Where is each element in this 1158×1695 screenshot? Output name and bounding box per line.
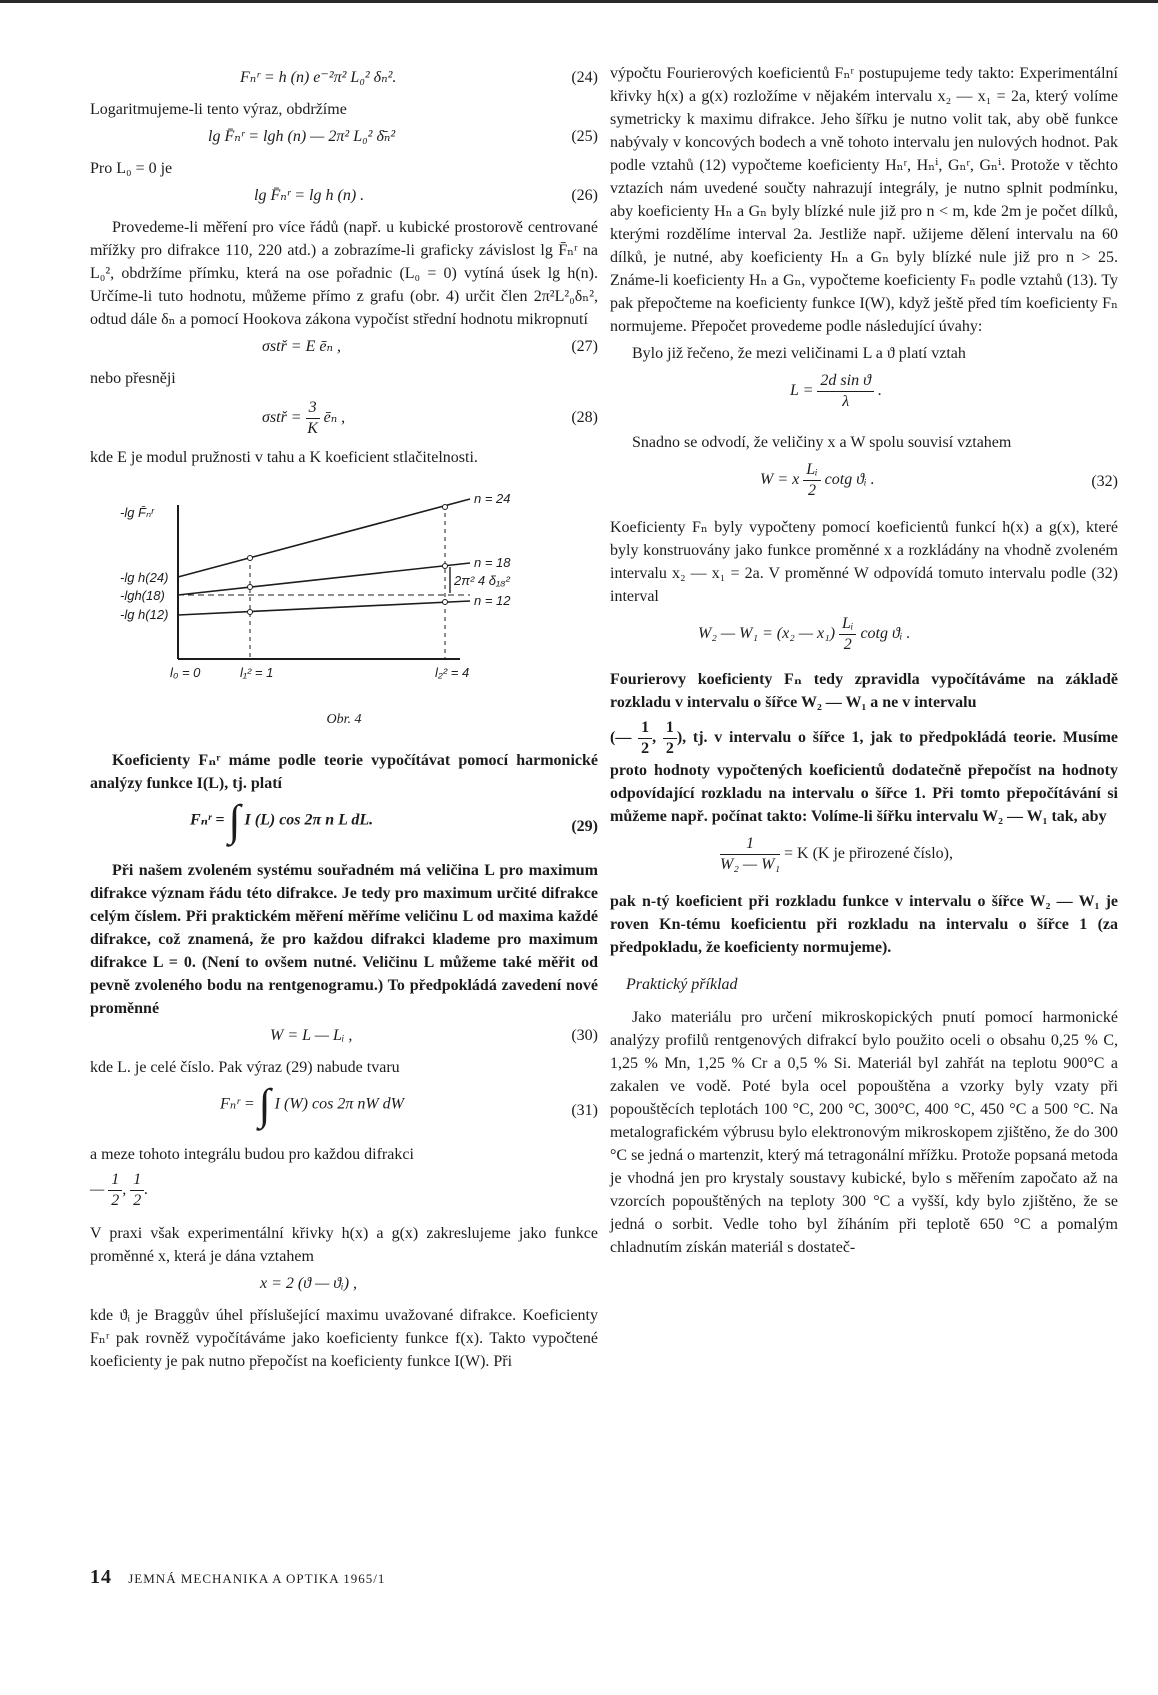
fraction bbox=[663, 718, 677, 759]
paragraph: Provedeme-li měření pro více řádů (např. u kubické prostorově centrované mřížky pro difrakce 110, 220 atd.) a zobrazíme-li graficky závislost lg F̄ₙʳ na L₀², obdržíme přímku, která na ose pořadnic (L₀ = 0) vytíná úsek lg h(n). Určíme-li tuto hodnotu, můžeme přímo z grafu (obr. 4) určit člen 2π²L²₀δₙ², odtud dále δₙ a pomocí Hookova zákona vypočíst střední hodnotu mikropnutí bbox=[90, 219, 598, 328]
line-n18 bbox=[178, 563, 470, 595]
paragraph: nebo přesněji bbox=[90, 370, 176, 387]
fraction bbox=[720, 834, 780, 875]
paragraph: Logaritmujeme-li tento výraz, obdržíme bbox=[90, 101, 347, 118]
equation-K bbox=[610, 832, 1118, 880]
equation-expr: x = 2 (ϑ — ϑᵢ) , bbox=[260, 1275, 358, 1292]
equation-lhs: Fₙʳ = bbox=[190, 811, 225, 829]
equation-28 bbox=[90, 394, 598, 442]
fraction-numerator: 1 bbox=[108, 1170, 122, 1191]
fraction-numerator: 1 bbox=[720, 834, 780, 855]
point bbox=[248, 585, 253, 590]
fraction-denominator: K bbox=[307, 420, 318, 437]
paragraph-interval bbox=[610, 718, 1118, 828]
point bbox=[443, 505, 448, 510]
paragraph: V praxi však experimentální křivky h(x) a g(x) zakreslujeme jako funkce proměnné x, která je dána vztahem bbox=[90, 1225, 598, 1265]
paragraph: Snadno se odvodí, že veličiny x a W spolu souvisí vztahem bbox=[632, 434, 1012, 451]
equation-number: (32) bbox=[1091, 473, 1118, 490]
equation-number: (30) bbox=[571, 1027, 598, 1044]
right-column bbox=[610, 62, 1118, 1263]
y-label-top: -lg F̄ₙʳ bbox=[120, 505, 155, 520]
equation-number: (25) bbox=[571, 128, 598, 145]
paragraph: Jako materiálu pro určení mikroskopických pnutí pomocí harmonické analýzy profilů rentgenových difrakcí bylo použito oceli o obsahu 0,25 % C, 1,25 % Mn, 1,25 % Cr a 0,5 % Si. Materiál byl zahřát na teplotu 900°C a zakalen ve vodě. Poté byla ocel popouštěna a vzorky byly vzaty při popouštěcích teplotách 100 °C, 200 °C, 300°C, 400 °C, 450 °C a 500 °C. Na metalografickém výbrusu bylo elektronovým mikroskopem zjištěno, že do 300 °C se jedná o martenzit, který má tetragonální mřížku. Protože popsaná metoda je vhodná jen pro krystaly soustavy kubické, bylo s měřením započato až na vzorcích popouštěných na teploty 300 °C a vyšší, kdy bylo zjištěno, že se jedná o sorbit. Vedle toho byl žíháním při teplotě 650 °C a pomalým chladnutím získán materiál s dostateč- bbox=[610, 1009, 1119, 1256]
equation-number: (31) bbox=[571, 1102, 598, 1119]
equation-30 bbox=[90, 1024, 598, 1052]
integral-limits: — $\frac{1}{2}$ , $\frac{1}{2}$ . bbox=[90, 1171, 149, 1209]
fraction-denominator: 2 bbox=[111, 1192, 120, 1209]
fraction-denominator: 2 bbox=[133, 1192, 142, 1209]
fraction bbox=[130, 1170, 144, 1211]
paragraph: kde L. je celé číslo. Pak výraz (29) nabude tvaru bbox=[90, 1059, 400, 1076]
paren-right: ) bbox=[676, 729, 683, 747]
fraction bbox=[839, 614, 856, 655]
paren-left: (— bbox=[610, 729, 632, 747]
figure-4-plot bbox=[90, 487, 598, 697]
equation-rhs: cotg ϑᵢ . bbox=[824, 471, 875, 489]
integral-sign: ∫ bbox=[258, 1080, 271, 1129]
paragraph: Při našem zvoleném systému souřadném má veličina L pro maximum difrakce význam řádu této difrakce. Je tedy pro maximum určité difrakce celým číslem. Při praktickém měření měříme veličinu L od maxima každé difrakce, což znamená, že pro každou difrakci klademe pro maximum difrakce L = 0. (Není to ovšem nutné. Veličinu L můžeme také měřit od pevně zvoleného bodu na rentgenogramu.) To předpokládá zavedení nové proměnné bbox=[90, 862, 598, 1017]
fraction bbox=[108, 1170, 122, 1211]
separator: , bbox=[652, 729, 657, 747]
equation-lhs: L = bbox=[790, 382, 814, 400]
journal-name: JEMNÁ MECHANIKA A OPTIKA 1965/1 bbox=[128, 1571, 386, 1586]
fraction-denominator: 2 bbox=[641, 740, 650, 757]
fraction-numerator: Lᵢ bbox=[803, 460, 820, 481]
equation-lhs: σstř = bbox=[262, 409, 302, 427]
fraction-numerator: 1 bbox=[663, 718, 677, 739]
y-label-h24: -lg h(24) bbox=[120, 570, 169, 585]
equation-lhs: W₂ — W₁ = (x₂ — x₁) bbox=[698, 625, 836, 643]
line-n12 bbox=[178, 601, 470, 615]
integral-sign: ∫ bbox=[228, 796, 241, 845]
fraction-numerator: 2d sin ϑ bbox=[817, 371, 874, 392]
paragraph: kde E je modul pružnosti v tahu a K koeficient stlačitelnosti. bbox=[90, 449, 478, 466]
paragraph: Koeficienty Fₙ byly vypočteny pomocí koeficientů funkcí h(x) a g(x), které byly konstruovány jako funkce proměnné x a rozkládány na vhodně zvoleném intervalu x₂ — x₁ = 2a. V proměnné W odpovídá tomuto intervalu podle (32) interval bbox=[610, 519, 1118, 605]
equation-32 bbox=[610, 458, 1118, 506]
equation-W bbox=[610, 612, 1118, 660]
paragraph: Pro L₀ = 0 je bbox=[90, 160, 173, 177]
equation-rhs: ēₙ , bbox=[323, 409, 346, 427]
equation-expr: Fₙʳ = h (n) e⁻²π² L₀² δₙ². bbox=[240, 69, 397, 86]
figure-4 bbox=[90, 487, 598, 704]
top-rule bbox=[0, 0, 1158, 3]
figure-caption: Obr. 4 bbox=[326, 712, 362, 727]
equation-rhs: cotg ϑᵢ . bbox=[860, 625, 911, 643]
label-delta: 2π² 4 δ₁₈² bbox=[454, 573, 510, 588]
left-column bbox=[90, 62, 598, 1377]
equation-lhs: Fₙʳ = bbox=[220, 1095, 255, 1113]
equation-29 bbox=[90, 796, 598, 855]
paragraph-continuation: , tj. v intervalu o šířce 1, jak to předpokládá teorie. Musíme proto hodnoty vypočtených koeficientů dodatečně přepočíst na hodnoty odpovídající rozkladu na intervalu o šířce 1. Při tomto přepočítávání si můžeme např. počínat takto: Volíme-li šířku intervalu W₂ — W₁ tak, aby bbox=[610, 729, 1119, 825]
equation-expr: lg F̄ₙʳ = lg h (n) . bbox=[254, 187, 365, 204]
equation-expr: lg F̄ₙʳ = lgh (n) — 2π² L₀² δ̄ₙ² bbox=[208, 128, 396, 145]
equation-lhs: W = x bbox=[760, 471, 800, 489]
line-n24 bbox=[178, 499, 470, 577]
equation-number: (27) bbox=[571, 338, 598, 355]
equation-number: (29) bbox=[571, 818, 598, 835]
x-label-l2: l₂² = 4 bbox=[435, 665, 470, 680]
paragraph: Fourierovy koeficienty Fₙ tedy zpravidla vypočítáváme na základě rozkladu v intervalu o šířce W₂ — W₁ a ne v intervalu bbox=[610, 671, 1118, 711]
equation-24 bbox=[90, 66, 598, 94]
fraction bbox=[638, 718, 652, 759]
paragraph: Koeficienty Fₙʳ máme podle teorie vypočítávat pomocí harmonické analýzy funkce I(L), tj. platí bbox=[90, 752, 598, 792]
fraction-numerator: 1 bbox=[638, 718, 652, 739]
x-label-l1: l₁² = 1 bbox=[240, 665, 274, 680]
fraction bbox=[803, 460, 820, 501]
point bbox=[443, 600, 448, 605]
equation-rhs: I (W) cos 2π nW dW bbox=[274, 1095, 404, 1113]
equation-x bbox=[90, 1272, 598, 1300]
equation-expr: σstř = E ēₙ , bbox=[262, 338, 341, 355]
point bbox=[443, 564, 448, 569]
fraction-denominator: 2 bbox=[843, 636, 852, 653]
fraction bbox=[817, 371, 874, 412]
paragraph: Bylo již řečeno, že mezi veličinami L a ϑ platí vztah bbox=[632, 345, 966, 362]
fraction-denominator: 2 bbox=[665, 740, 674, 757]
equation-L bbox=[610, 369, 1118, 417]
equation-31 bbox=[90, 1080, 598, 1139]
y-label-h18: -lgh(18) bbox=[120, 588, 165, 603]
equation-27 bbox=[90, 335, 598, 363]
paragraph: kde ϑᵢ je Braggův úhel příslušející maximu uvažované difrakce. Koeficienty Fₙʳ pak rovněž vypočítáváme jako koeficienty funkce f(x). Takto vypočtené koeficienty je pak nutno přepočíst na koeficienty funkce I(W). Při bbox=[90, 1307, 598, 1370]
fraction bbox=[306, 398, 320, 439]
equation-number: (28) bbox=[571, 409, 598, 426]
fraction-numerator: 3 bbox=[306, 398, 320, 419]
point bbox=[248, 610, 253, 615]
fraction-numerator: Lᵢ bbox=[839, 614, 856, 635]
equation-rhs: . bbox=[877, 382, 882, 400]
equation-expr: W = L — Lᵢ , bbox=[270, 1027, 353, 1044]
paragraph: výpočtu Fourierových koeficientů Fₙʳ postupujeme tedy takto: Experimentální křivky h(x) a g(x) rozložíme v nějakém intervalu x₂ — x₁ = 2a, který volíme symetricky k maximu difrakce. Jeho šířku je nutno volit tak, aby obě funkce nabývaly v koncových bodech a vně tohoto intervalu jen nulových hodnot. Pak podle vztahů (12) vypočteme koeficienty Hₙʳ, Hₙⁱ, Gₙʳ, Gₙⁱ. Protože v těchto vztazích nám uvedené součty nahrazují integrály, je nutno splnit podmínku, aby koeficienty Hₙ a Gₙ byly blízké nule již pro n < m, kde 2m je počet dílků, kterými rozdělíme interval 2a. Jestliže např. užijeme dělení intervalu na 60 dílků, je nutné, aby koeficienty Hₙ a Gₙ byly blízké nule již pro n > 25. Známe-li koeficienty Hₙ a Gₙ, vypočteme koeficienty Fₙ podle vztahů (13). Ty pak přepočteme na koeficienty funkce I(W), když ještě před tím koeficienty Fₙ normujeme. Přepočet provedeme podle následující úvahy: bbox=[610, 65, 1118, 335]
point bbox=[248, 556, 253, 561]
label-n24: n = 24 bbox=[474, 491, 511, 506]
equation-number: (26) bbox=[571, 187, 598, 204]
label-n18: n = 18 bbox=[474, 555, 511, 570]
y-label-h12: -lg h(12) bbox=[120, 607, 169, 622]
equation-26 bbox=[90, 184, 598, 212]
page-number: 14 bbox=[90, 1566, 112, 1588]
equation-number: (24) bbox=[571, 69, 598, 86]
fraction-numerator: 1 bbox=[130, 1170, 144, 1191]
page-footer bbox=[90, 1566, 385, 1589]
x-label-l0: l₀ = 0 bbox=[170, 665, 201, 680]
fraction-denominator: λ bbox=[842, 393, 850, 410]
equation-rhs: = K (K je přirozené číslo), bbox=[784, 845, 953, 863]
fraction-denominator: W₂ — W₁ bbox=[720, 856, 781, 873]
fraction-denominator: 2 bbox=[807, 482, 816, 499]
paragraph: pak n-tý koeficient při rozkladu funkce v intervalu o šířce W₂ — W₁ je roven Kn-tému koeficientu při rozkladu na intervalu o šířce 1 (za předpokladu, že koeficienty normujeme). bbox=[610, 893, 1118, 956]
section-heading: Praktický příklad bbox=[626, 976, 738, 993]
equation-25 bbox=[90, 125, 598, 153]
equation-rhs: I (L) cos 2π n L dL. bbox=[244, 811, 374, 829]
label-n12: n = 12 bbox=[474, 593, 511, 608]
paragraph: a meze tohoto integrálu budou pro každou difrakci bbox=[90, 1146, 414, 1163]
